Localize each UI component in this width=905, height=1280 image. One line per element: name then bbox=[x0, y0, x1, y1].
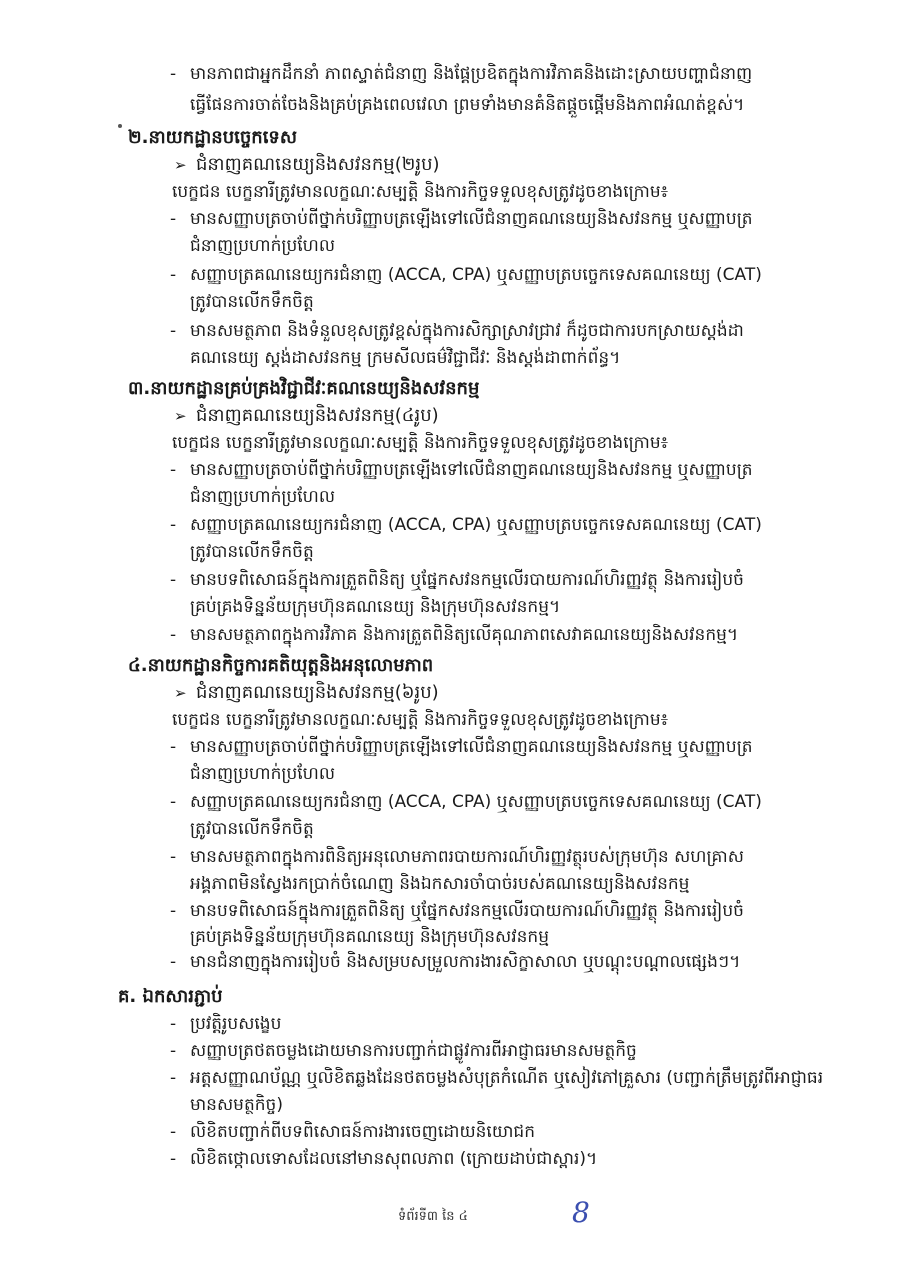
arrow-bullet-icon: ➢ bbox=[174, 684, 187, 702]
bullet-dash: - bbox=[170, 792, 177, 812]
bullet-item: សញ្ញាបត្រគណនេយ្យករជំនាញ (ACCA, CPA) ឬសញ្ញាបត្របច្ចេកទេសគណនេយ្យ (CAT) bbox=[190, 515, 762, 535]
scan-mark bbox=[118, 124, 122, 128]
bullet-continuation: គ្រប់គ្រងទិន្នន័យក្រុមហ៊ុនគណនេយ្យ និងក្រុមហ៊ុនសវនកម្ម bbox=[190, 927, 550, 947]
bullet-continuation: មានសមត្ថកិច្ច) bbox=[190, 1095, 283, 1115]
bullet-dash: - bbox=[170, 209, 177, 229]
bullet-dash: - bbox=[170, 1041, 177, 1061]
bullet-item: មានសញ្ញាបត្រចាប់ពីថ្នាក់បរិញ្ញាបត្រឡើងទៅលើជំនាញគណនេយ្យនិងសវនកម្ម ឬសញ្ញាបត្រ bbox=[190, 209, 753, 229]
bullet-item: មានសមត្ថភាព និងទំនួលខុសត្រូវខ្ពស់ក្នុងការសិក្សាស្រាវជ្រាវ ក៏ដូចជាការបកស្រាយស្តង់ដា bbox=[190, 321, 744, 341]
bullet-dash: - bbox=[170, 1014, 177, 1034]
bullet-item: មានសញ្ញាបត្រចាប់ពីថ្នាក់បរិញ្ញាបត្រឡើងទៅលើជំនាញគណនេយ្យនិងសវនកម្ម ឬសញ្ញាបត្រ bbox=[190, 737, 753, 757]
skill-subheading: ជំនាញគណនេយ្យនិងសវនកម្ម(៤រូប) bbox=[196, 405, 439, 426]
bullet-continuation: អង្គភាពមិនស្វែងរកប្រាក់ចំណេញ និងឯកសារចាំបាច់របស់គណនេយ្យនិងសវនកម្ម bbox=[190, 874, 690, 894]
department-heading: ២.នាយកដ្ឋានបច្ចេកទេស bbox=[128, 127, 297, 148]
bullet-continuation: ត្រូវបានលើកទឹកចិត្ត bbox=[190, 819, 314, 839]
bullet-dash: - bbox=[170, 64, 177, 84]
section-heading: គ. ឯកសារភ្ជាប់ bbox=[118, 986, 223, 1007]
department-heading: ៣.នាយកដ្ឋានគ្រប់គ្រងវិជ្ជាជីវៈគណនេយ្យនិងសវនកម្ម bbox=[128, 378, 480, 399]
bullet-continuation: គណនេយ្យ ស្តង់ដាសវនកម្ម ក្រមសីលធម៌វិជ្ជាជីវៈ និងស្តង់ដាពាក់ព័ន្ធ។ bbox=[190, 348, 621, 368]
bullet-continuation: ធ្វើផែនការចាត់ចែងនិងគ្រប់គ្រងពេលវេលា ព្រមទាំងមានគំនិតផ្តួចផ្តើមនិងភាពអំណត់ខ្ពស់។ bbox=[190, 95, 745, 115]
bullet-dash: - bbox=[170, 321, 177, 341]
bullet-item: មានភាពជាអ្នកដឹកនាំ ភាពស្ទាត់ជំនាញ និងផ្ដែប្រឧិតក្នុងការវិភាគនិងដោះស្រាយបញ្ហាជំនាញ bbox=[190, 64, 753, 84]
bullet-continuation: ជំនាញប្រហាក់ប្រហែល bbox=[190, 487, 336, 507]
handwritten-page-number: 8 bbox=[572, 1196, 590, 1229]
bullet-item: សញ្ញាបត្រគណនេយ្យករជំនាញ (ACCA, CPA) ឬសញ្ញាបត្របច្ចេកទេសគណនេយ្យ (CAT) bbox=[190, 265, 762, 285]
skill-subheading: ជំនាញគណនេយ្យនិងសវនកម្ម(២រូប) bbox=[196, 154, 440, 175]
bullet-dash: - bbox=[170, 265, 177, 285]
requirements-intro: បេក្ខជន បេក្ខនារីត្រូវមានលក្ខណៈសម្បត្តិ និងការកិច្ចទទួលខុសត្រូវដូចខាងក្រោម៖ bbox=[172, 710, 669, 730]
bullet-item: មានបទពិសោធន៍ក្នុងការត្រួតពិនិត្យ ឬផ្នែកសវនកម្មលើរបាយការណ៍ហិរញ្ញវត្ថុ និងការរៀបចំ bbox=[190, 901, 744, 921]
page-footer: ទំព័រទី៣ នៃ ៤ bbox=[398, 1209, 468, 1224]
bullet-continuation: ត្រូវបានលើកទឹកចិត្ត bbox=[190, 292, 314, 312]
bullet-item: ប្រវត្តិរូបសង្ខេប bbox=[190, 1014, 282, 1034]
bullet-continuation: គ្រប់គ្រងទិន្នន័យក្រុមហ៊ុនគណនេយ្យ និងក្រុមហ៊ុនសវនកម្ម។ bbox=[190, 597, 561, 617]
bullet-item: មានជំនាញក្នុងការរៀបចំ និងសម្របសម្រួលការងារសិក្ខាសាលា ឬបណ្តុះបណ្តាលផ្សេងៗ។ bbox=[190, 952, 741, 972]
bullet-continuation: ជំនាញប្រហាក់ប្រហែល bbox=[190, 236, 336, 256]
bullet-dash: - bbox=[170, 460, 177, 480]
bullet-item: សញ្ញាបត្រគណនេយ្យករជំនាញ (ACCA, CPA) ឬសញ្ញាបត្របច្ចេកទេសគណនេយ្យ (CAT) bbox=[190, 792, 762, 812]
bullet-dash: - bbox=[170, 570, 177, 590]
arrow-bullet-icon: ➢ bbox=[174, 156, 187, 174]
bullet-dash: - bbox=[170, 952, 177, 972]
bullet-item: មានសញ្ញាបត្រចាប់ពីថ្នាក់បរិញ្ញាបត្រឡើងទៅលើជំនាញគណនេយ្យនិងសវនកម្ម ឬសញ្ញាបត្រ bbox=[190, 460, 753, 480]
skill-subheading: ជំនាញគណនេយ្យនិងសវនកម្ម(៦រូប) bbox=[196, 682, 439, 703]
arrow-bullet-icon: ➢ bbox=[174, 407, 187, 425]
bullet-continuation: ជំនាញប្រហាក់ប្រហែល bbox=[190, 764, 336, 784]
bullet-item: សញ្ញាបត្រថតចម្លងដោយមានការបញ្ជាក់ជាផ្លូវការពីអាជ្ញាធរមានសមត្ថកិច្ច bbox=[190, 1041, 637, 1061]
bullet-item: លិខិតបញ្ជាក់ពីបទពិសោធន៍ការងារចេញដោយនិយោជក bbox=[190, 1122, 535, 1142]
bullet-dash: - bbox=[170, 515, 177, 535]
bullet-dash: - bbox=[170, 1149, 177, 1169]
bullet-item: លិខិតថ្កោលទោសដែលនៅមានសុពលភាព (ក្រោយដាប់ជាស្ពារ)។ bbox=[190, 1149, 598, 1169]
bullet-dash: - bbox=[170, 901, 177, 921]
bullet-item: មានសមត្ថភាពក្នុងការវិភាគ និងការត្រួតពិនិត្យលើគុណភាពសេវាគណនេយ្យនិងសវនកម្ម។ bbox=[190, 625, 739, 645]
bullet-dash: - bbox=[170, 625, 177, 645]
department-heading: ៤.នាយកដ្ឋានកិច្ចការគតិយុត្តនិងអនុលោមភាព bbox=[128, 655, 434, 676]
bullet-dash: - bbox=[170, 1068, 177, 1088]
bullet-item: មានសមត្ថភាពក្នុងការពិនិត្យអនុលោមភាពរបាយការណ៍ហិរញ្ញវត្ថុរបស់ក្រុមហ៊ុន សហគ្រាស bbox=[190, 847, 744, 867]
bullet-dash: - bbox=[170, 737, 177, 757]
bullet-dash: - bbox=[170, 1122, 177, 1142]
requirements-intro: បេក្ខជន បេក្ខនារីត្រូវមានលក្ខណៈសម្បត្តិ និងការកិច្ចទទួលខុសត្រូវដូចខាងក្រោម៖ bbox=[172, 182, 669, 202]
bullet-continuation: ត្រូវបានលើកទឹកចិត្ត bbox=[190, 542, 314, 562]
bullet-item: អត្តសញ្ញាណប័ណ្ណ ឬលិខិតឆ្លងដែនថតចម្លងសំបុត្រកំណើត ឬសៀវភៅគ្រួសារ (បញ្ជាក់ត្រឹមត្រូវពីអាជ្ញាធរ bbox=[190, 1068, 824, 1088]
bullet-item: មានបទពិសោធន៍ក្នុងការត្រួតពិនិត្យ ឬផ្នែកសវនកម្មលើរបាយការណ៍ហិរញ្ញវត្ថុ និងការរៀបចំ bbox=[190, 570, 744, 590]
requirements-intro: បេក្ខជន បេក្ខនារីត្រូវមានលក្ខណៈសម្បត្តិ និងការកិច្ចទទួលខុសត្រូវដូចខាងក្រោម៖ bbox=[172, 433, 669, 453]
bullet-dash: - bbox=[170, 847, 177, 867]
